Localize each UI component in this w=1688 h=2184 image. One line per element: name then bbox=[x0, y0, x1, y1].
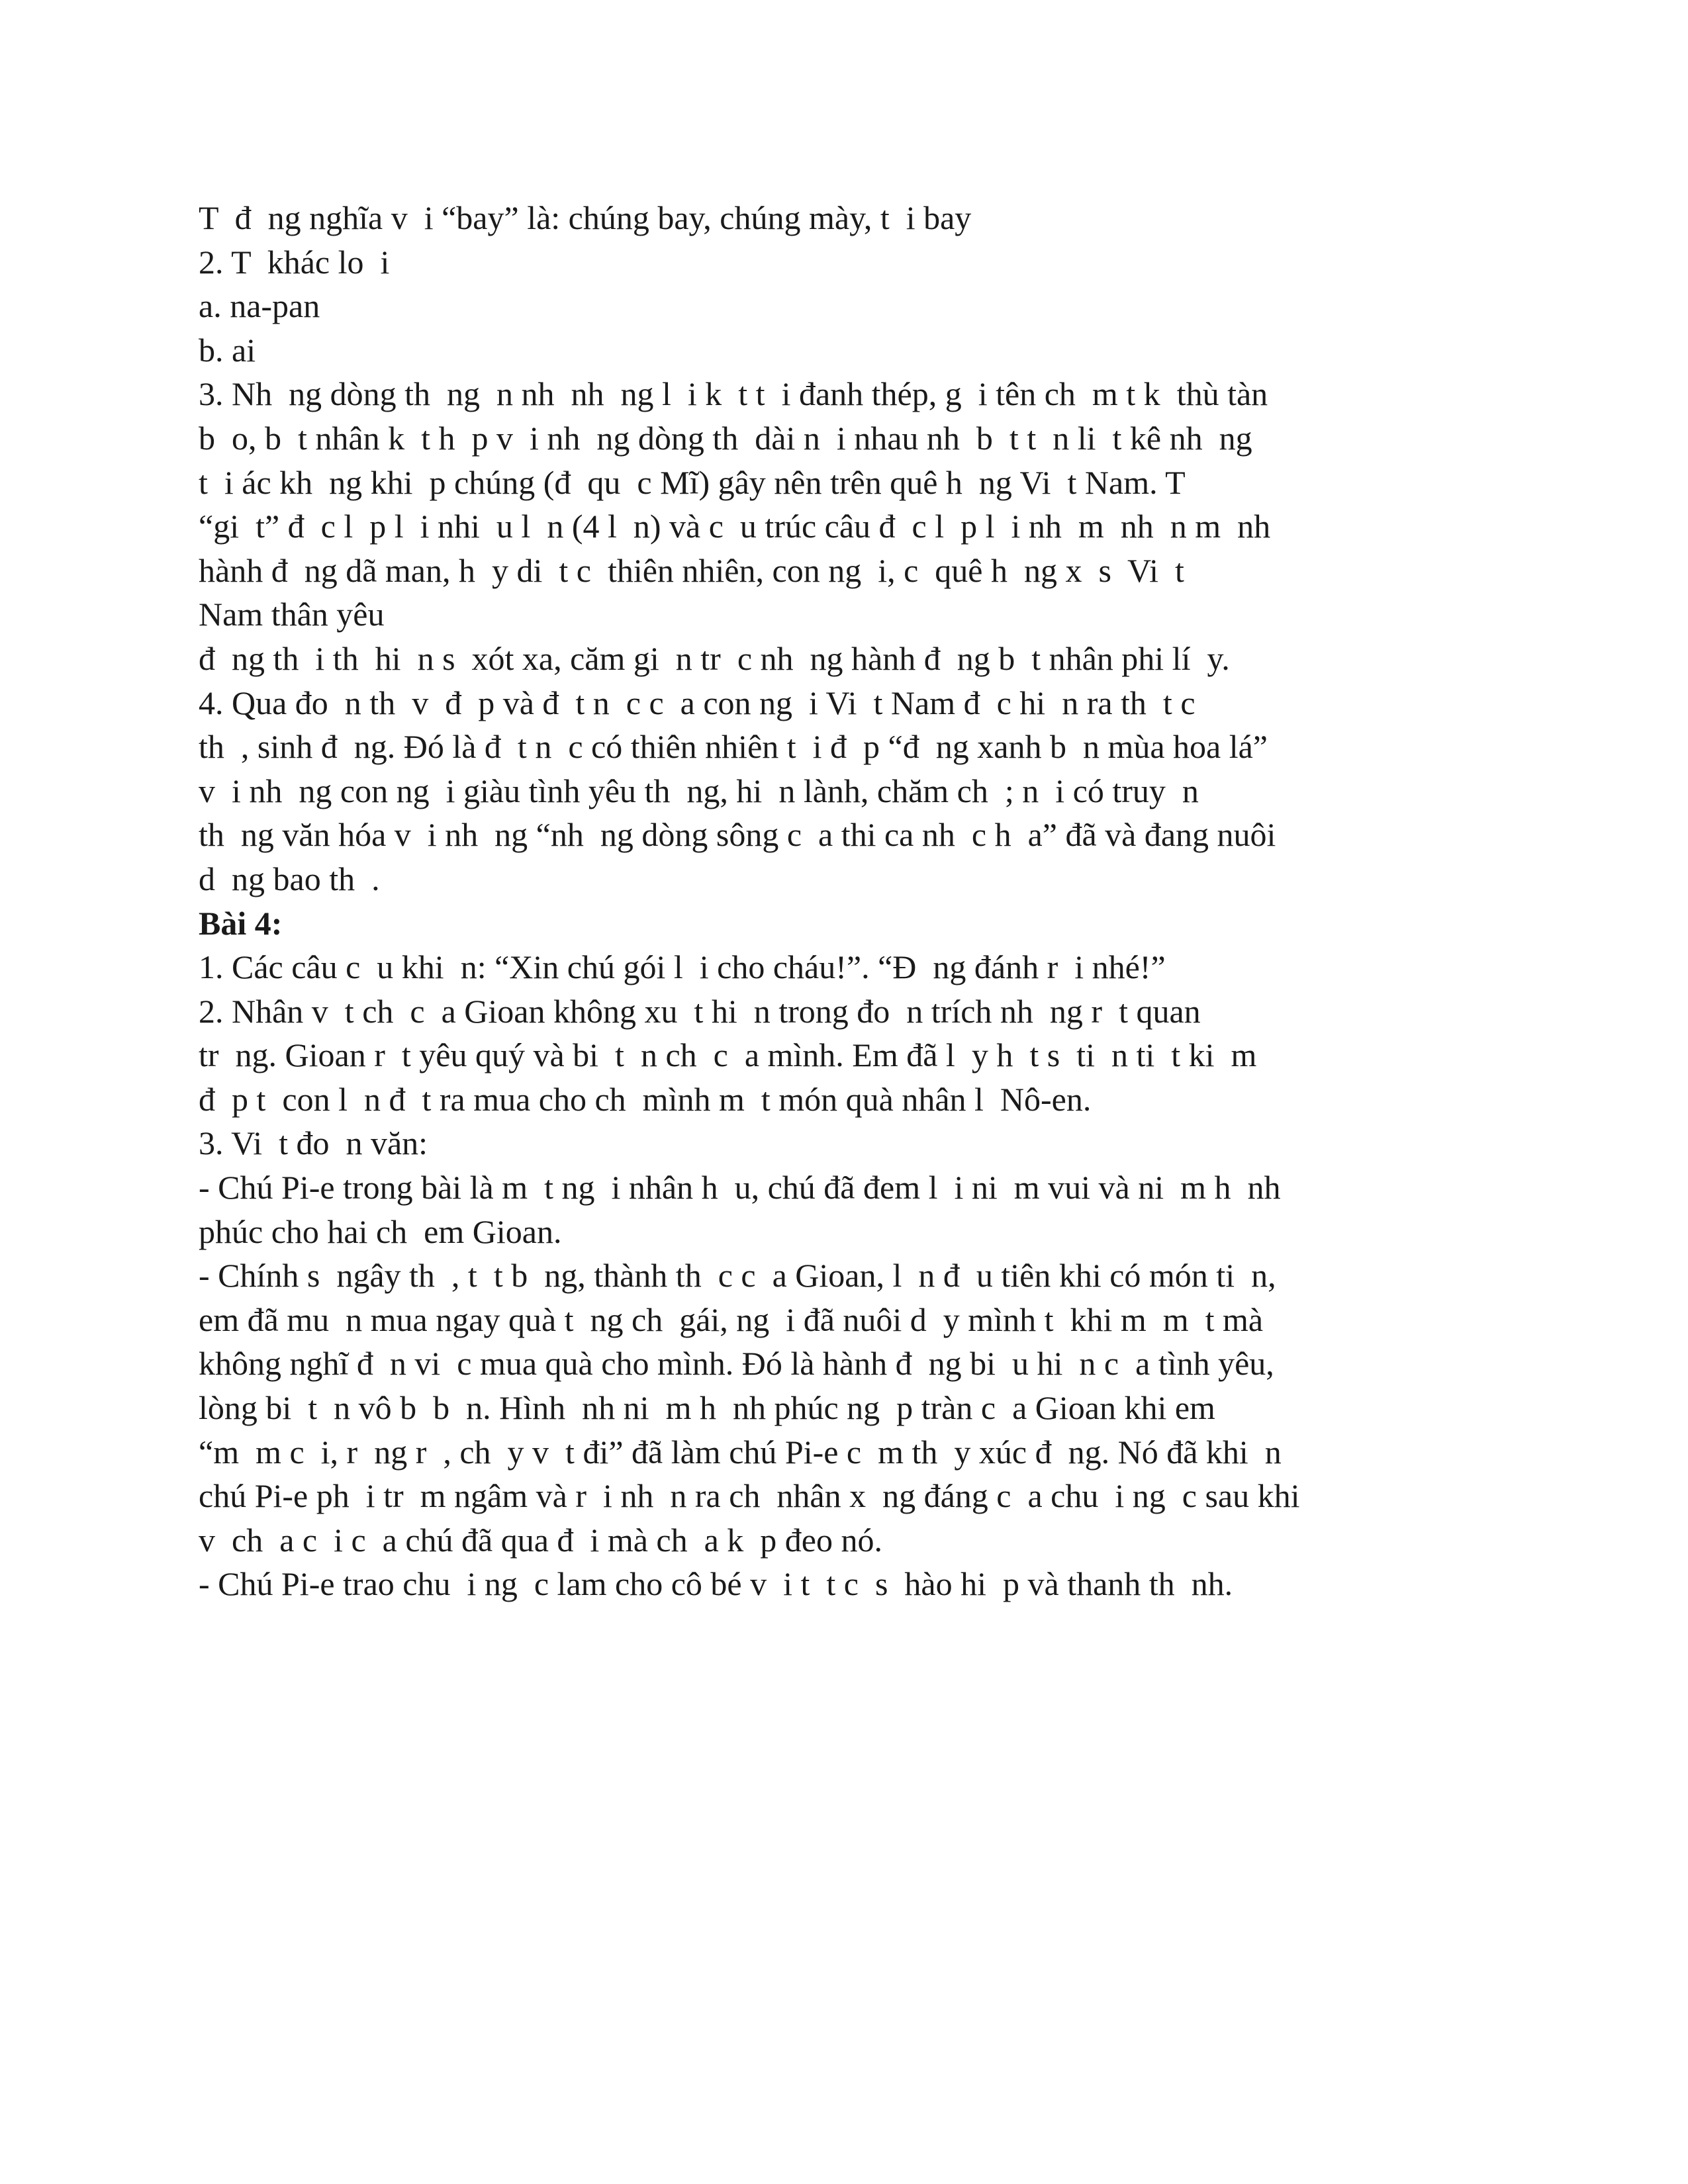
text-line: th ng văn hóa v i nh ng “nh ng dòng sông c a thi ca nh c h a” đã và đang nuôi bbox=[199, 816, 1276, 854]
text-line: “gi t” đ c l p l i nhi u l n (4 l n) và c u trúc câu đ c l p l i nh m nh n m nh bbox=[199, 508, 1271, 545]
text-line: 4. Qua đo n th v đ p và đ t n c c a con ng i Vi t Nam đ c hi n ra th t c bbox=[199, 684, 1196, 721]
text-line: v ch a c i c a chú đã qua đ i mà ch a k p đeo nó. bbox=[199, 1521, 882, 1559]
section-heading: Bài 4: bbox=[199, 904, 283, 942]
document-page bbox=[199, 196, 1496, 1606]
text-line: đ ng th i th hi n s xót xa, căm gi n tr c nh ng hành đ ng b t nhân phi lí y. bbox=[199, 639, 1230, 677]
text-line: th , sinh đ ng. Đó là đ t n c có thiên nhiên t i đ p “đ ng xanh b n mùa hoa lá” bbox=[199, 728, 1268, 766]
text-line: “m m c i, r ng r , ch y v t đi” đã làm chú Pi-e c m th y xúc đ ng. Nó đã khi n bbox=[199, 1433, 1282, 1471]
text-line: a. na-pan bbox=[199, 287, 320, 325]
text-line: - Chú Pi-e trong bài là m t ng i nhân h u, chú đã đem l i ni m vui và ni m h nh bbox=[199, 1169, 1281, 1206]
text-line: chú Pi-e ph i tr m ngâm và r i nh n ra ch nhân x ng đáng c a chu i ng c sau khi bbox=[199, 1477, 1300, 1515]
text-line: Nam thân yêu bbox=[199, 596, 385, 633]
text-line: b o, b t nhân k t h p v i nh ng dòng th dài n i nhau nh b t t n li t kê nh ng bbox=[199, 419, 1252, 457]
text-line: T đ ng nghĩa v i “bay” là: chúng bay, chúng mày, t i bay bbox=[199, 199, 972, 236]
text-line: không nghĩ đ n vi c mua quà cho mình. Đó là hành đ ng bi u hi n c a tình yêu, bbox=[199, 1345, 1274, 1383]
text-line: phúc cho hai ch em Gioan. bbox=[199, 1212, 562, 1250]
text-line: - Chính s ngây th , t t b ng, thành th c c a Gioan, l n đ u tiên khi có món ti n, bbox=[199, 1257, 1276, 1295]
text-line: 1. Các câu c u khi n: “Xin chú gói l i cho cháu!”. “Đ ng đánh r i nhé!” bbox=[199, 948, 1166, 986]
text-line: d ng bao th . bbox=[199, 860, 380, 897]
text-line: v i nh ng con ng i giàu tình yêu th ng, hi n lành, chăm ch ; n i có truy n bbox=[199, 772, 1199, 809]
text-line: t i ác kh ng khi p chúng (đ qu c Mĩ) gây nên trên quê h ng Vi t Nam. T bbox=[199, 463, 1186, 501]
text-line: đ p t con l n đ t ra mua cho ch mình m t món quà nhân l Nô-en. bbox=[199, 1080, 1092, 1118]
text-line: b. ai bbox=[199, 331, 256, 369]
text-line: 2. T khác lo i bbox=[199, 243, 390, 281]
text-line: 3. Vi t đo n văn: bbox=[199, 1124, 428, 1162]
text-line: hành đ ng dã man, h y di t c thiên nhiên, con ng i, c quê h ng x s Vi t bbox=[199, 551, 1184, 589]
text-line: em đã mu n mua ngay quà t ng ch gái, ng i đã nuôi d y mình t khi m m t mà bbox=[199, 1300, 1264, 1338]
text-line: 3. Nh ng dòng th ng n nh nh ng l i k t t i đanh thép, g i tên ch m t k thù tàn bbox=[199, 375, 1268, 413]
text-line: lòng bi t n vô b b n. Hình nh ni m h nh phúc ng p tràn c a Gioan khi em bbox=[199, 1389, 1215, 1427]
text-line: 2. Nhân v t ch c a Gioan không xu t hi n trong đo n trích nh ng r t quan bbox=[199, 992, 1201, 1030]
text-line: - Chú Pi-e trao chu i ng c lam cho cô bé v i t t c s hào hi p và thanh th nh. bbox=[199, 1565, 1233, 1603]
text-line: tr ng. Gioan r t yêu quý và bi t n ch c a mình. Em đã l y h t s ti n ti t ki m bbox=[199, 1036, 1257, 1074]
